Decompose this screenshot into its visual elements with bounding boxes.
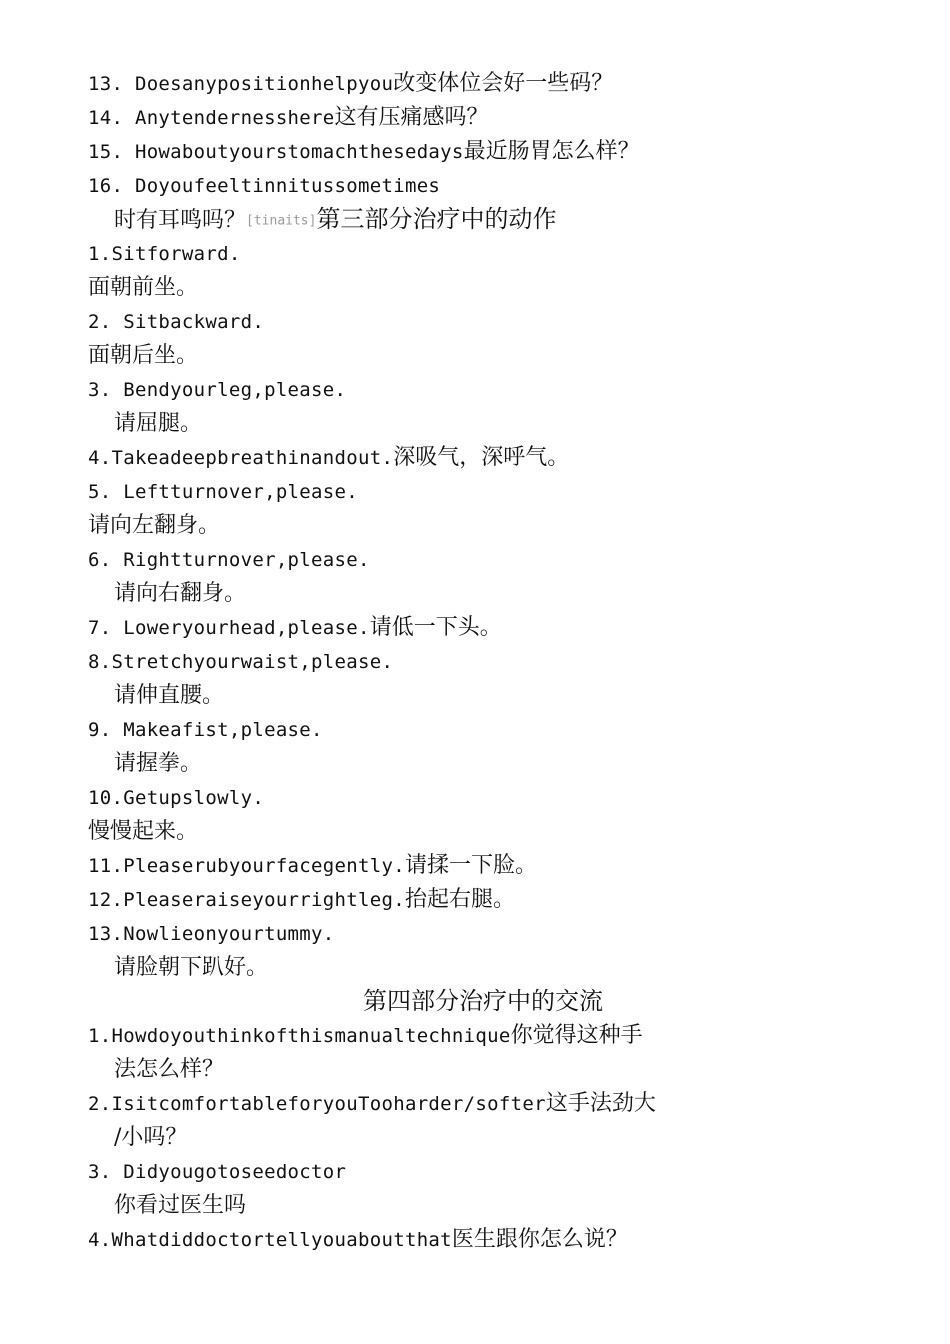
action-11-zh: 请揉一下脸。 [404, 853, 537, 878]
action-7-line [88, 610, 908, 644]
action-11-en: 11.Pleaserubyourfacegently. [88, 855, 405, 877]
action-13-en: 13.Nowlieonyourtummy. [88, 923, 335, 945]
comm-3-en: 3. Didyougotoseedoctor [88, 1161, 347, 1183]
action-13-en-line [88, 916, 908, 950]
action-1-zh-line [88, 270, 908, 304]
comm-1-line [88, 1018, 908, 1052]
action-6-en-line [88, 542, 908, 576]
action-11-line [88, 848, 908, 882]
question-16-en: 16. Doyoufeeltinnitussometimes [88, 175, 441, 197]
comm-2-zh-a: 这手法劲大 [545, 1091, 656, 1116]
question-15-zh: 最近肠胃怎么样？ [463, 139, 640, 164]
action-2-zh-line [88, 338, 908, 372]
action-7-en: 7. Loweryourhead,please. [88, 617, 370, 639]
action-4-line [88, 440, 908, 474]
action-2-en: 2. Sitbackward. [88, 311, 265, 333]
comm-2-en: 2.IsitcomfortableforyouTooharder/softer [88, 1093, 546, 1115]
comm-1-en: 1.Howdoyouthinkofthismanualtechnique [88, 1025, 511, 1047]
action-3-zh: 请屈腿。 [114, 411, 203, 436]
comm-2-zh-cont-line [88, 1120, 908, 1154]
action-10-en: 10.Getupslowly. [88, 787, 265, 809]
action-1-en-line [88, 236, 908, 270]
comm-4-en: 4.Whatdiddoctortellyouaboutthat [88, 1229, 452, 1251]
action-13-zh-line [88, 950, 908, 984]
comm-4-line [88, 1222, 908, 1256]
action-3-zh-line [88, 406, 908, 440]
comm-2-line [88, 1086, 908, 1120]
action-9-en: 9. Makeafist,please. [88, 719, 323, 741]
question-14-en: 14. Anytendernesshere [88, 107, 335, 129]
action-2-en-line [88, 304, 908, 338]
action-8-zh: 请伸直腰。 [114, 683, 225, 708]
action-2-zh: 面朝后坐。 [88, 343, 199, 368]
comm-1-zh-a: 你觉得这种手 [510, 1023, 643, 1048]
action-5-zh-line [88, 508, 908, 542]
comm-2-zh-b: /小吗？ [114, 1125, 188, 1150]
action-13-zh: 请脸朝下趴好。 [114, 955, 269, 980]
action-10-en-line [88, 780, 908, 814]
action-8-en-line [88, 644, 908, 678]
action-3-en-line [88, 372, 908, 406]
action-9-zh-line [88, 746, 908, 780]
action-3-en: 3. Bendyourleg,please. [88, 379, 347, 401]
comm-3-en-line [88, 1154, 908, 1188]
action-5-zh: 请向左翻身。 [88, 513, 221, 538]
action-8-en: 8.Stretchyourwaist,please. [88, 651, 394, 673]
question-16-translation-and-part3-title [88, 202, 908, 236]
part4-title-line [88, 984, 878, 1018]
comm-3-zh: 你看过医生吗 [114, 1193, 247, 1218]
action-10-zh: 慢慢起来。 [88, 819, 199, 844]
part3-title: 第三部分治疗中的动作 [316, 205, 557, 233]
question-13 [88, 66, 908, 100]
action-6-en: 6. Rightturnover,please. [88, 549, 370, 571]
action-9-zh: 请握拳。 [114, 751, 203, 776]
action-5-en: 5. Leftturnover,please. [88, 481, 358, 503]
action-4-zh: 深吸气，深呼气。 [393, 445, 570, 470]
action-12-zh: 抬起右腿。 [404, 887, 515, 912]
action-1-en: 1.Sitforward. [88, 243, 241, 265]
action-6-zh: 请向右翻身。 [114, 581, 247, 606]
comm-4-zh: 医生跟你怎么说？ [451, 1227, 628, 1252]
part4-title: 第四部分治疗中的交流 [363, 987, 603, 1015]
action-12-en: 12.Pleaseraiseyourrightleg. [88, 889, 405, 911]
action-7-zh: 请低一下头。 [369, 615, 502, 640]
question-15-en: 15. Howaboutyourstomachthesedays [88, 141, 464, 163]
question-13-zh: 改变体位会好一些码？ [393, 71, 614, 96]
action-10-zh-line [88, 814, 908, 848]
question-16-zh: 时有耳鸣吗？ [114, 208, 247, 233]
action-6-zh-line [88, 576, 908, 610]
question-14-zh: 这有压痛感吗？ [334, 105, 489, 130]
comm-1-zh-b: 法怎么样？ [114, 1057, 225, 1082]
comm-3-zh-line [88, 1188, 908, 1222]
document-page [88, 66, 908, 1256]
action-8-zh-line [88, 678, 908, 712]
action-12-line [88, 882, 908, 916]
question-13-en: 13. Doesanypositionhelpyou [88, 73, 394, 95]
question-16 [88, 168, 908, 202]
action-4-en: 4.Takeadeepbreathinandout. [88, 447, 394, 469]
question-15 [88, 134, 908, 168]
action-5-en-line [88, 474, 908, 508]
action-9-en-line [88, 712, 908, 746]
action-1-zh: 面朝前坐。 [88, 275, 199, 300]
question-14 [88, 100, 908, 134]
phonetic-label: [tinaits] [246, 213, 317, 229]
comm-1-zh-cont-line [88, 1052, 908, 1086]
